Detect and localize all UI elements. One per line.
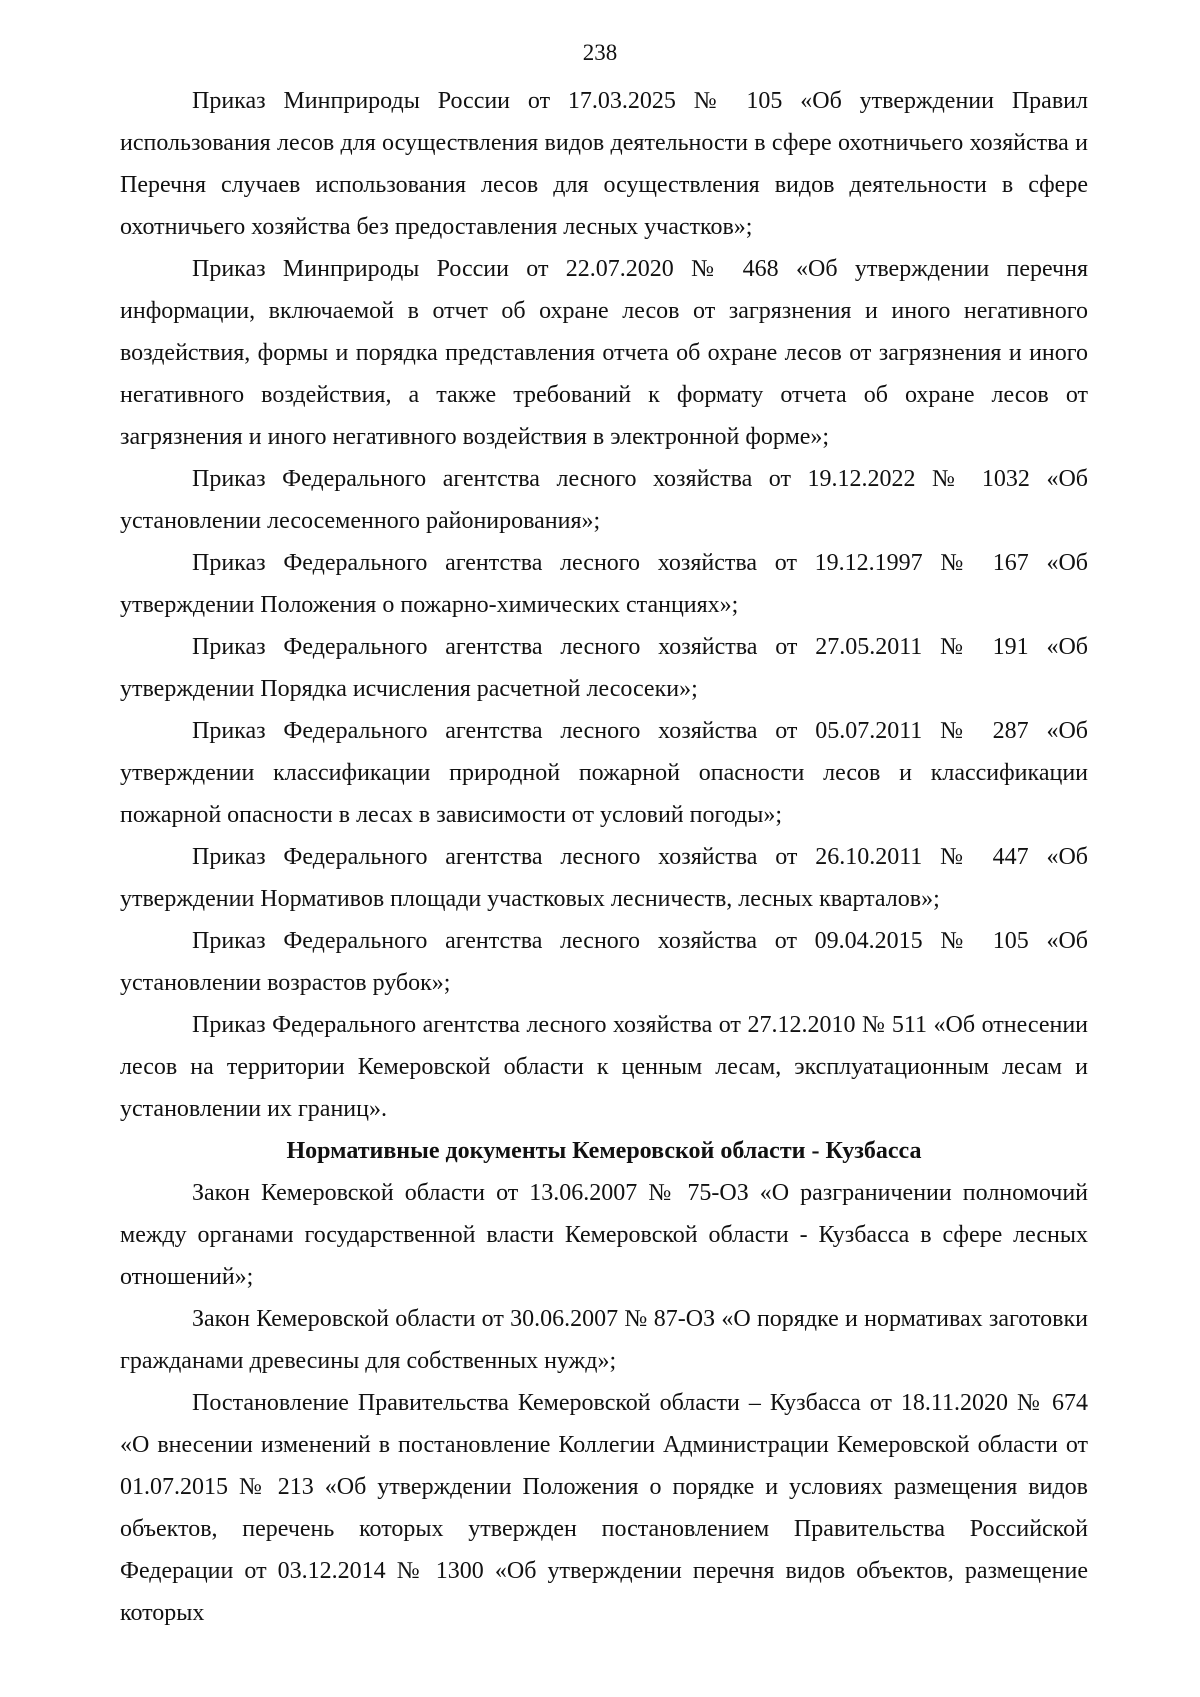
- page-number: 238: [582, 40, 618, 65]
- paragraph-law-87-oz: Закон Кемеровской области от 30.06.2007 № 87-ОЗ «О порядке и нормативах заготовки гражданами древесины для собственных нужд»;: [120, 1306, 1088, 1374]
- paragraph-order-minprirody-105: Приказ Минприроды России от 17.03.2025 № 105 «Об утверждении Правил использования лесов для осуществления видов деятельности в сфере охотничьего хозяйства и Перечня случаев использования лесов для осуществления видов деятельности в сфере охотничьего хозяйства без предоставления лесных участков»;: [120, 88, 1088, 240]
- paragraph-law-75-oz: Закон Кемеровской области от 13.06.2007 № 75-ОЗ «О разграничении полномочий между органами государственной власти Кемеровской области - Кузбасса в сфере лесных отношений»;: [120, 1180, 1088, 1290]
- document-body: [120, 80, 1088, 1634]
- paragraph-order-rosleshoz-511: Приказ Федерального агентства лесного хозяйства от 27.12.2010 № 511 «Об отнесении лесов на территории Кемеровской области к ценным лесам, эксплуатационным лесам и установлении их границ».: [120, 1012, 1088, 1122]
- paragraph-resolution-674: Постановление Правительства Кемеровской области – Кузбасса от 18.11.2020 № 674 «О внесении изменений в постановление Коллегии Администрации Кемеровской области от 01.07.2015 № 213 «Об утверждении Положения о порядке и условиях размещения видов объектов, перечень которых утвержден постановлением Правительства Российской Федерации от 03.12.2014 № 1300 «Об утверждении перечня видов объектов, размещение которых: [120, 1390, 1088, 1626]
- paragraph-order-rosleshoz-447: Приказ Федерального агентства лесного хозяйства от 26.10.2011 № 447 «Об утверждении Нормативов площади участковых лесничеств, лесных кварталов»;: [120, 844, 1088, 912]
- paragraph-order-rosleshoz-105: Приказ Федерального агентства лесного хозяйства от 09.04.2015 № 105 «Об установлении возрастов рубок»;: [120, 928, 1088, 996]
- paragraph-order-rosleshoz-1032: Приказ Федерального агентства лесного хозяйства от 19.12.2022 № 1032 «Об установлении лесосеменного районирования»;: [120, 466, 1088, 534]
- paragraph-order-rosleshoz-287: Приказ Федерального агентства лесного хозяйства от 05.07.2011 № 287 «Об утверждении классификации природной пожарной опасности лесов и классификации пожарной опасности в лесах в зависимости от условий погоды»;: [120, 718, 1088, 828]
- section-heading: Нормативные документы Кемеровской области - Кузбасса: [286, 1138, 922, 1164]
- paragraph-order-minprirody-468: Приказ Минприроды России от 22.07.2020 № 468 «Об утверждении перечня информации, включаемой в отчет об охране лесов от загрязнения и иного негативного воздействия, формы и порядка представления отчета об охране лесов от загрязнения и иного негативного воздействия, а также требований к формату отчета об охране лесов от загрязнения и иного негативного воздействия в электронной форме»;: [120, 256, 1088, 450]
- paragraph-order-rosleshoz-167: Приказ Федерального агентства лесного хозяйства от 19.12.1997 № 167 «Об утверждении Положения о пожарно-химических станциях»;: [120, 550, 1088, 618]
- paragraph-order-rosleshoz-191: Приказ Федерального агентства лесного хозяйства от 27.05.2011 № 191 «Об утверждении Порядка исчисления расчетной лесосеки»;: [120, 634, 1088, 702]
